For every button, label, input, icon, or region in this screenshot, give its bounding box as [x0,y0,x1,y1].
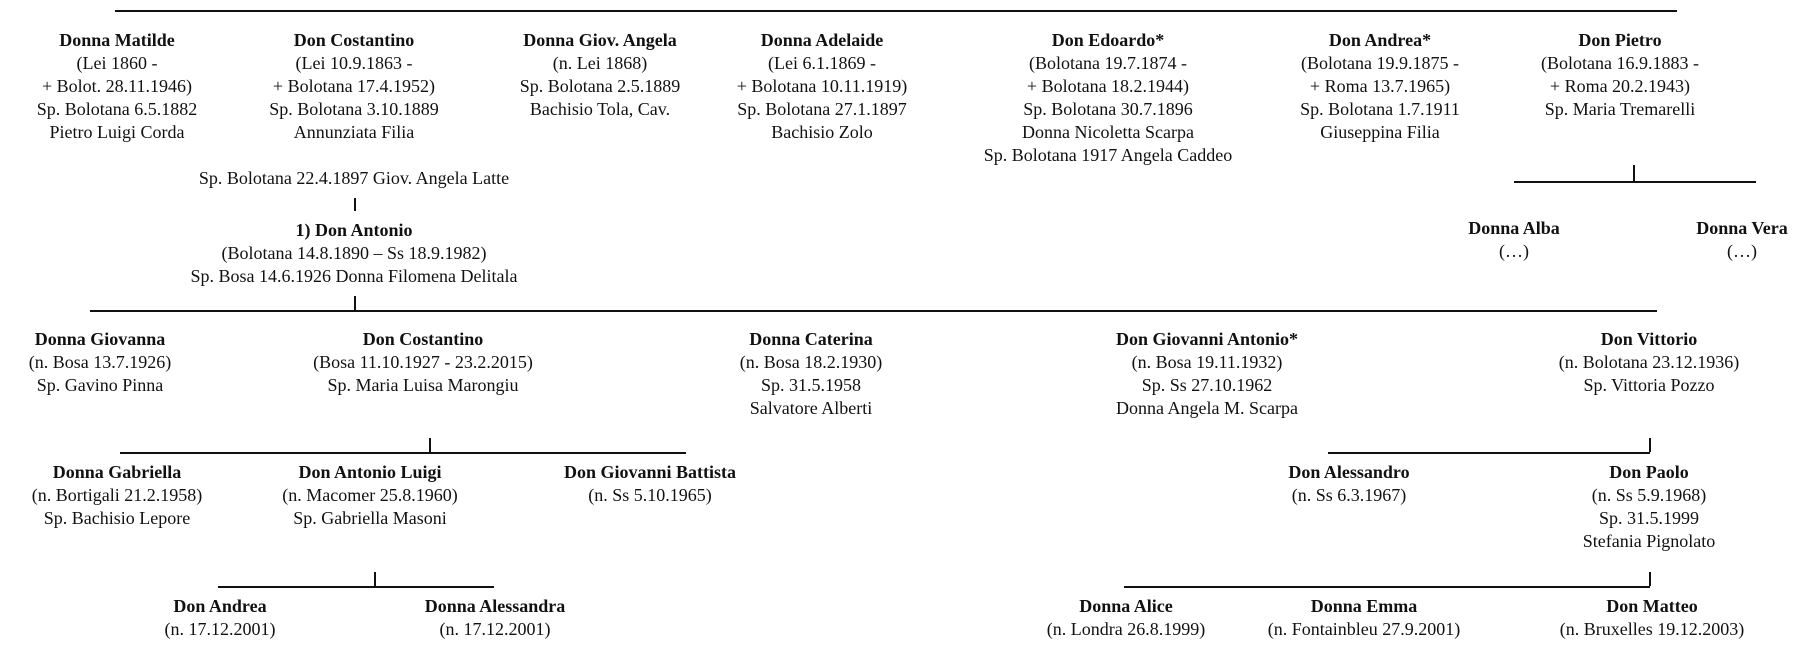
pietro-descent-line [1633,165,1635,182]
person-donna-alba: Donna Alba (…) [1468,218,1560,261]
person-don-giovanni-battista: Don Giovanni Battista (n. Ss 5.10.1965) [563,462,737,505]
vittorio-descent-line [1649,438,1651,452]
antonio-descent-line [354,296,356,310]
person-don-antonio-luigi: Don Antonio Luigi (n. Macomer 25.8.1960) Sp. Gabriella Masoni [282,462,458,528]
person-donna-emma: Donna Emma (n. Fontainbleu 27.9.2001) [1267,596,1461,639]
person-don-andrea-sr: Don Andrea* (Bolotana 19.9.1875 - + Roma 13.7.1965) Sp. Bolotana 1.7.1911 Giuseppina Filia [1300,30,1460,142]
person-donna-giov-angela: Donna Giov. Angela (n. Lei 1868) Sp. Bolotana 2.5.1889 Bachisio Tola, Cav. [519,30,681,119]
person-donna-caterina: Donna Caterina (n. Bosa 18.2.1930) Sp. 31.5.1958 Salvatore Alberti [739,329,883,418]
person-don-pietro: Don Pietro (Bolotana 16.9.1883 - + Roma 20.2.1943) Sp. Maria Tremarelli [1541,30,1699,119]
person-donna-giovanna: Donna Giovanna (n. Bosa 13.7.1926) Sp. Gavino Pinna [28,329,172,395]
antonio-luigi-descent-line [374,572,376,586]
top-sibling-line [115,10,1677,12]
person-donna-matilde: Donna Matilde (Lei 1860 - + Bolot. 28.11.1946) Sp. Bolotana 6.5.1882 Pietro Luigi Corda [36,30,198,142]
person-donna-alice: Donna Alice (n. Londra 26.8.1999) [1046,596,1206,639]
person-don-giovanni-antonio: Don Giovanni Antonio* (n. Bosa 19.11.1932) Sp. Ss 27.10.1962 Donna Angela M. Scarpa [1115,329,1299,418]
person-don-alessandro: Don Alessandro (n. Ss 6.3.1967) [1288,462,1410,505]
person-don-andrea: Don Andrea (n. 17.12.2001) [164,596,276,639]
antonio-luigi-children-line [218,586,494,588]
person-donna-adelaide: Donna Adelaide (Lei 6.1.1869 - + Bolotana 10.11.1919) Sp. Bolotana 27.1.1897 Bachisio Zolo [736,30,908,142]
second-marriage-note: Sp. Bolotana 22.4.1897 Giov. Angela Latte [198,168,510,188]
person-don-edoardo: Don Edoardo* (Bolotana 19.7.1874 - + Bolotana 18.2.1944) Sp. Bolotana 30.7.1896 Donna Nicoletta Scarpa Sp. Bolotana 1917 Angela Caddeo [983,30,1233,165]
person-donna-vera: Donna Vera (…) [1696,218,1788,261]
vittorio-children-line [1328,452,1650,454]
person-don-costantino: Don Costantino (Bosa 11.10.1927 - 23.2.2015) Sp. Maria Luisa Marongiu [313,329,533,395]
person-don-matteo: Don Matteo (n. Bruxelles 19.12.2003) [1559,596,1745,639]
person-don-antonio: 1) Don Antonio (Bolotana 14.8.1890 – Ss 18.9.1982) Sp. Bosa 14.6.1926 Donna Filomena Delitala [190,220,518,286]
antonio-children-line [90,310,1657,312]
costantino-descent-line [354,198,356,211]
costantino2-descent-line [429,438,431,452]
paolo-children-line [1124,586,1650,588]
person-don-costantino-sr: Don Costantino (Lei 10.9.1863 - + Bolotana 17.4.1952) Sp. Bolotana 3.10.1889 Annunziata Filia [269,30,439,142]
person-donna-alessandra: Donna Alessandra (n. 17.12.2001) [424,596,566,639]
person-don-paolo: Don Paolo (n. Ss 5.9.1968) Sp. 31.5.1999 Stefania Pignolato [1582,462,1716,551]
costantino2-children-line [120,452,686,454]
person-donna-gabriella: Donna Gabriella (n. Bortigali 21.2.1958) Sp. Bachisio Lepore [31,462,203,528]
paolo-descent-line [1649,572,1651,586]
pietro-children-line [1514,181,1756,183]
person-don-vittorio: Don Vittorio (n. Bolotana 23.12.1936) Sp. Vittoria Pozzo [1558,329,1740,395]
